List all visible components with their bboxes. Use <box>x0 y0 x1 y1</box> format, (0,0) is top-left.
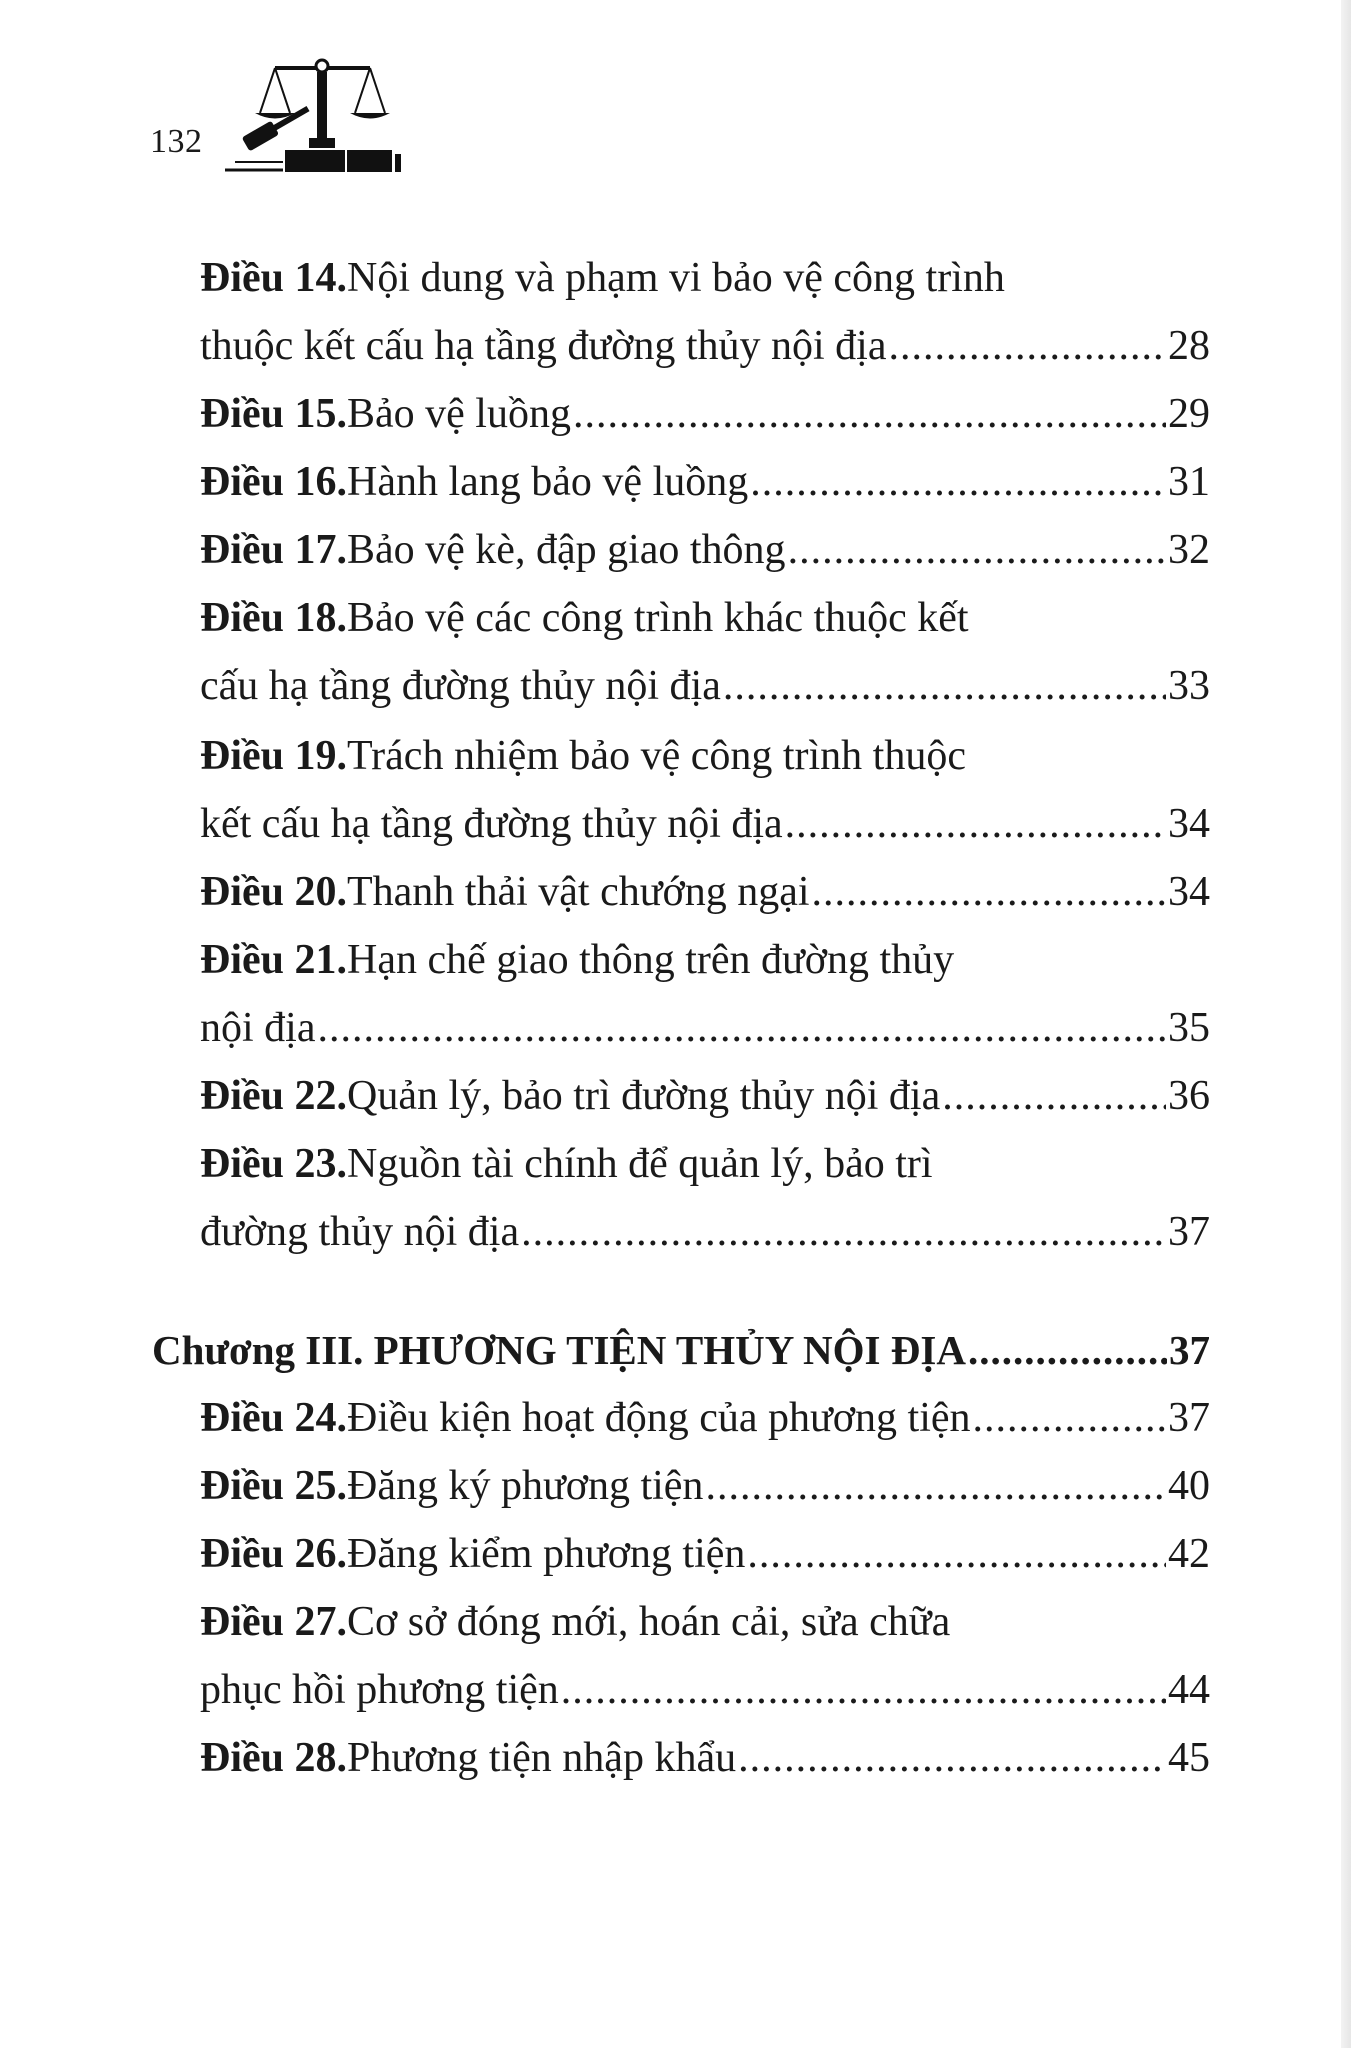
toc-entry-label: Điều 25. <box>200 1463 347 1509</box>
leader-dots <box>812 858 1166 926</box>
toc-entry-label: Điều 16. <box>200 459 347 505</box>
leader-dots <box>747 1520 1166 1588</box>
toc-entry-page: 33 <box>1168 663 1210 709</box>
toc-entry <box>200 858 1210 926</box>
toc-entry-page: 36 <box>1168 1073 1210 1119</box>
toc-chapter-heading <box>152 1316 1210 1384</box>
leader-dots <box>888 312 1166 380</box>
toc-entry-page: 44 <box>1168 1667 1210 1713</box>
toc-entry-label: Điều 28. <box>200 1735 347 1781</box>
toc-entry-text: cấu hạ tầng đường thủy nội địa <box>200 663 721 709</box>
toc-entry-text: Bảo vệ kè, đập giao thông <box>347 527 786 573</box>
toc-entry-page: 37 <box>1169 1327 1210 1373</box>
toc-entry-label: Điều 19. <box>200 733 347 779</box>
toc-entry <box>200 380 1210 448</box>
leader-dots <box>723 652 1166 720</box>
toc-entry <box>200 244 1210 312</box>
leader-dots <box>561 1656 1166 1724</box>
toc-entry-page: 32 <box>1168 527 1210 573</box>
leader-dots <box>750 448 1166 516</box>
toc-entry-text: Đăng kiểm phương tiện <box>347 1531 746 1577</box>
toc-entry <box>200 1520 1210 1588</box>
leader-dots <box>968 1316 1167 1384</box>
page-number: 132 <box>150 123 203 160</box>
toc-entry-text: đường thủy nội địa <box>200 1209 520 1255</box>
toc-entry-page: 31 <box>1168 459 1210 505</box>
toc-entry-label: Điều 27. <box>200 1599 347 1645</box>
toc-entry-label: Điều 23. <box>200 1141 347 1187</box>
toc-entry-text: Phương tiện nhập khẩu <box>347 1735 737 1781</box>
toc-entry <box>200 1724 1210 1792</box>
toc-entry <box>200 584 1210 652</box>
toc-entry-page: 29 <box>1168 391 1210 437</box>
toc-entry-text: Điều kiện hoạt động của phương tiện <box>347 1395 971 1441</box>
toc-entry-text: nội địa <box>200 1005 316 1051</box>
toc-entry-text: Trách nhiệm bảo vệ công trình thuộc <box>347 733 966 779</box>
toc-entry <box>200 1062 1210 1130</box>
toc-entry-text: Bảo vệ luồng <box>347 391 571 437</box>
toc-entry-text: Nội dung và phạm vi bảo vệ công trình <box>347 255 1005 301</box>
toc-entry-label: Điều 20. <box>200 869 347 915</box>
leader-dots <box>521 1198 1166 1266</box>
toc-entry <box>200 1384 1210 1452</box>
toc-entry-text: kết cấu hạ tầng đường thủy nội địa <box>200 801 783 847</box>
toc-entry <box>200 722 1210 790</box>
toc-entry <box>200 1130 1210 1198</box>
chapter-title: Chương III. PHƯƠNG TIỆN THỦY NỘI ĐỊA <box>152 1327 966 1373</box>
leader-dots <box>738 1724 1166 1792</box>
toc-entry <box>200 1198 1210 1266</box>
toc-entry-text: thuộc kết cấu hạ tầng đường thủy nội địa <box>200 323 887 369</box>
toc-entry-page: 35 <box>1168 1005 1210 1051</box>
toc-entry-text: Hạn chế giao thông trên đường thủy <box>347 937 955 983</box>
toc-entry <box>200 652 1210 720</box>
toc-entry-text: Quản lý, bảo trì đường thủy nội địa <box>347 1073 941 1119</box>
toc-entry-label: Điều 14. <box>200 255 347 301</box>
toc-entry-page: 45 <box>1168 1735 1210 1781</box>
toc-entry-text: Đăng ký phương tiện <box>347 1463 704 1509</box>
toc-entry <box>200 790 1210 858</box>
toc-entry-label: Điều 18. <box>200 595 347 641</box>
toc-entry-page: 37 <box>1168 1395 1210 1441</box>
toc-entry-text: Bảo vệ các công trình khác thuộc kết <box>347 595 969 641</box>
toc-entry-label: Điều 21. <box>200 937 347 983</box>
toc-entry <box>200 1656 1210 1724</box>
toc-entry-label: Điều 24. <box>200 1395 347 1441</box>
leader-dots <box>705 1452 1166 1520</box>
toc-entry-page: 40 <box>1168 1463 1210 1509</box>
leader-dots <box>942 1062 1166 1130</box>
leader-dots <box>788 516 1166 584</box>
toc-entry-label: Điều 15. <box>200 391 347 437</box>
toc-entry <box>200 994 1210 1062</box>
toc-entry-label: Điều 22. <box>200 1073 347 1119</box>
toc-entry-page: 37 <box>1168 1209 1210 1255</box>
leader-dots <box>573 380 1166 448</box>
toc-entry-text: Thanh thải vật chướng ngại <box>347 869 810 915</box>
toc-entry-text: phục hồi phương tiện <box>200 1667 559 1713</box>
toc-entry <box>200 1452 1210 1520</box>
toc-entry-text: Nguồn tài chính để quản lý, bảo trì <box>347 1141 933 1187</box>
toc-entry-text: Cơ sở đóng mới, hoán cải, sửa chữa <box>347 1599 951 1645</box>
toc-entry-page: 42 <box>1168 1531 1210 1577</box>
toc-entry-page: 34 <box>1168 869 1210 915</box>
toc-entry-label: Điều 26. <box>200 1531 347 1577</box>
toc-entry-text: Hành lang bảo vệ luồng <box>347 459 749 505</box>
leader-dots <box>317 994 1166 1062</box>
toc-entry-label: Điều 17. <box>200 527 347 573</box>
leader-dots <box>973 1384 1167 1452</box>
toc-entry <box>200 926 1210 994</box>
toc-entry <box>200 516 1210 584</box>
leader-dots <box>785 790 1166 858</box>
toc-entry <box>200 1588 1210 1656</box>
toc-entry-page: 28 <box>1168 323 1210 369</box>
toc-entry <box>200 312 1210 380</box>
toc-entry-page: 34 <box>1168 801 1210 847</box>
toc-entry <box>200 448 1210 516</box>
